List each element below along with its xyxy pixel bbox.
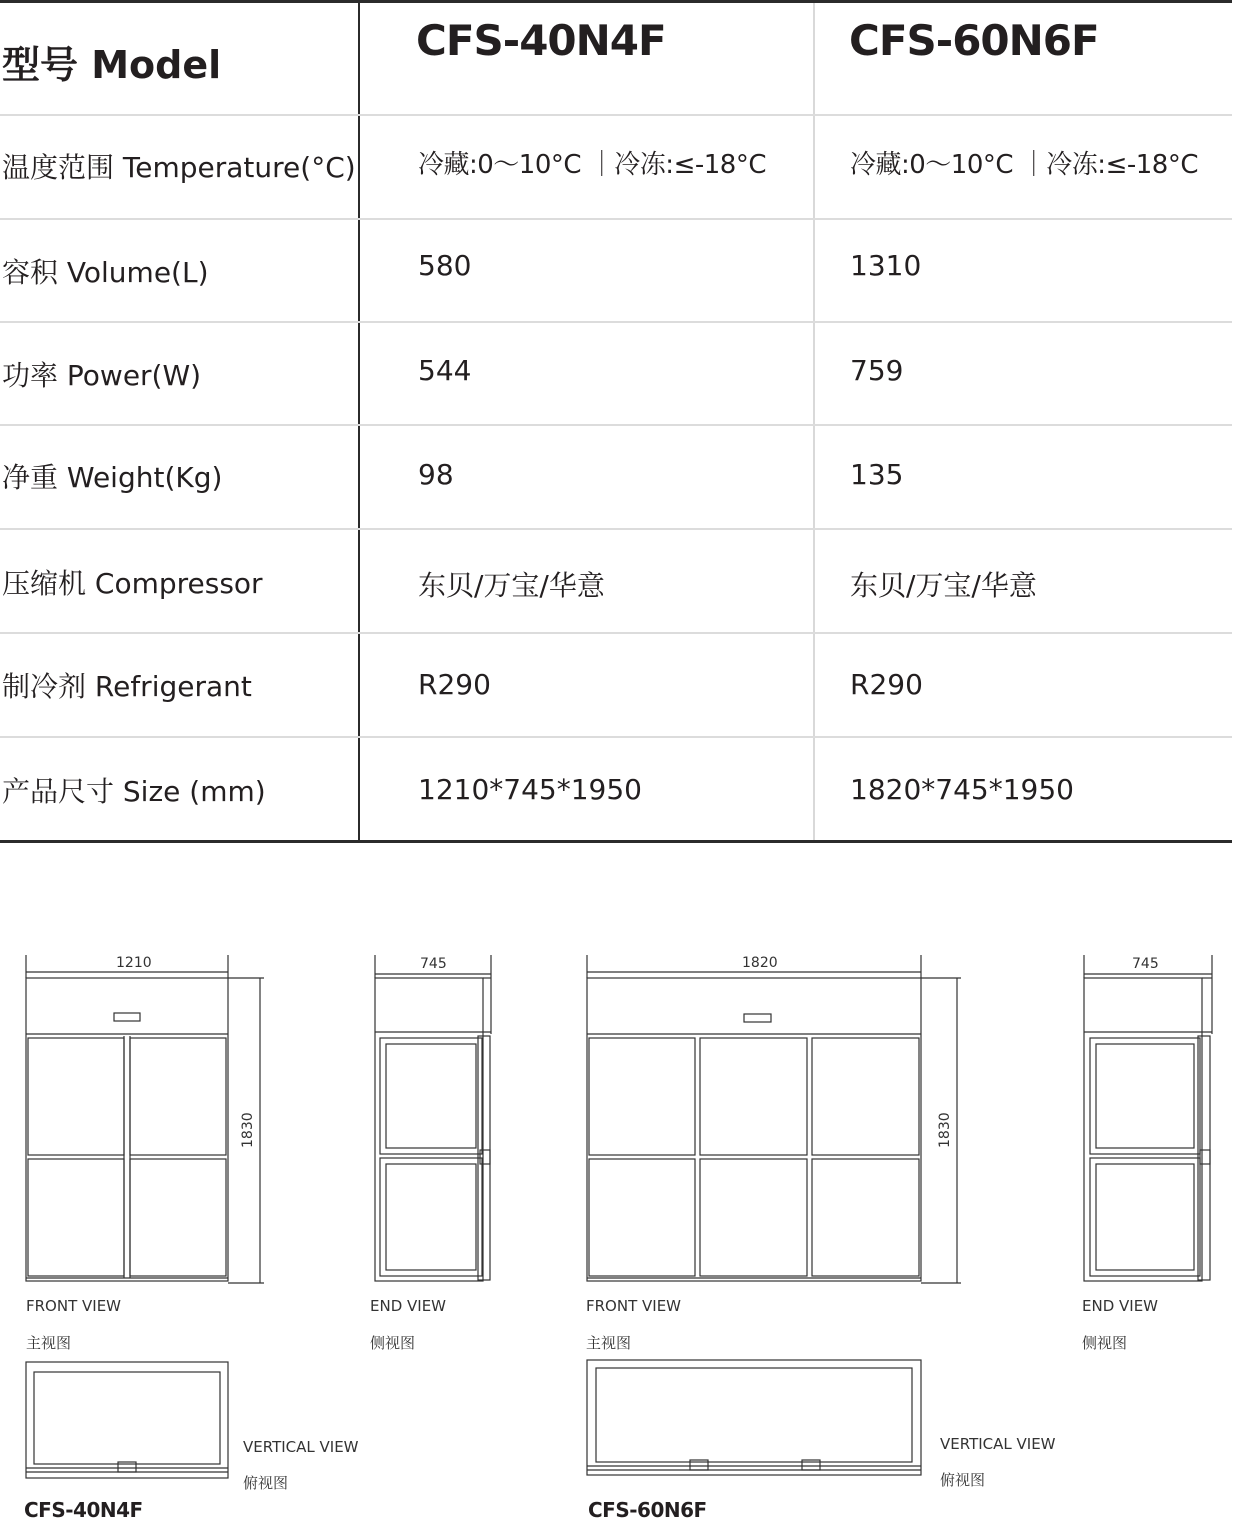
row-label-weight: 净重 Weight(Kg) [2, 461, 223, 494]
vertical-view-caption-cn-1: 俯视图 [243, 1474, 289, 1492]
power-value-2: 759 [850, 354, 904, 387]
row-label-volume: 容积 Volume(L) [2, 256, 209, 289]
power-value-1: 544 [418, 354, 472, 387]
size-value-2: 1820*745*1950 [850, 773, 1074, 806]
vertical-view-caption-en-2: VERTICAL VIEW [940, 1435, 1056, 1453]
front-view-model-1 [26, 955, 264, 1283]
front-view-caption-en-1: FRONT VIEW [26, 1297, 122, 1315]
front-view-caption-en-2: FRONT VIEW [586, 1297, 682, 1315]
temperature-value-2: 冷藏:0～10°C ｜冷冻:≤-18°C [850, 150, 1198, 180]
row-label-compressor: 压缩机 Compressor [2, 567, 263, 600]
refrigerant-value-2: R290 [850, 668, 923, 701]
front-view-caption-cn-1: 主视图 [26, 1334, 72, 1352]
header-model-2: CFS-60N6F [849, 16, 1099, 65]
end-view-caption-cn-2: 侧视图 [1082, 1334, 1128, 1352]
row-label-refrigerant: 制冷剂 Refrigerant [2, 670, 252, 703]
end-view-model-1 [375, 955, 491, 1281]
end-view-model-2 [1084, 955, 1212, 1281]
end-view-caption-en-1: END VIEW [370, 1297, 447, 1315]
front-width-label-1: 1210 [116, 955, 152, 971]
row-label-power: 功率 Power(W) [2, 359, 202, 392]
end-view-caption-en-2: END VIEW [1082, 1297, 1159, 1315]
front-height-label-1: 1830 [240, 1112, 256, 1148]
row-label-size: 产品尺寸 Size (mm) [2, 775, 266, 808]
size-value-1: 1210*745*1950 [418, 773, 642, 806]
front-height-label-2: 1830 [937, 1112, 953, 1148]
end-width-label-2: 745 [1132, 956, 1159, 972]
temperature-value-1: 冷藏:0～10°C ｜冷冻:≤-18°C [418, 150, 766, 180]
end-view-caption-cn-1: 侧视图 [370, 1334, 416, 1352]
vertical-view-caption-cn-2: 俯视图 [940, 1471, 986, 1489]
refrigerant-value-1: R290 [418, 668, 491, 701]
front-width-label-2: 1820 [742, 955, 778, 971]
drawing-model-name-2: CFS-60N6F [588, 1498, 707, 1522]
vertical-view-model-1 [26, 1362, 228, 1478]
vertical-view-model-2 [587, 1360, 921, 1475]
volume-value-2: 1310 [850, 249, 922, 282]
compressor-value-2: 东贝/万宝/华意 [850, 569, 1037, 602]
header-label: 型号 Model [2, 43, 222, 87]
vertical-view-caption-en-1: VERTICAL VIEW [243, 1438, 359, 1456]
weight-value-1: 98 [418, 458, 454, 491]
volume-value-1: 580 [418, 249, 472, 282]
drawing-model-name-1: CFS-40N4F [24, 1498, 143, 1522]
end-width-label-1: 745 [420, 956, 447, 972]
weight-value-2: 135 [850, 458, 904, 491]
front-view-caption-cn-2: 主视图 [586, 1334, 632, 1352]
front-view-model-2 [587, 955, 961, 1283]
header-model-1: CFS-40N4F [416, 16, 666, 65]
row-label-temperature: 温度范围 Temperature(°C) [2, 151, 356, 184]
compressor-value-1: 东贝/万宝/华意 [418, 569, 605, 602]
